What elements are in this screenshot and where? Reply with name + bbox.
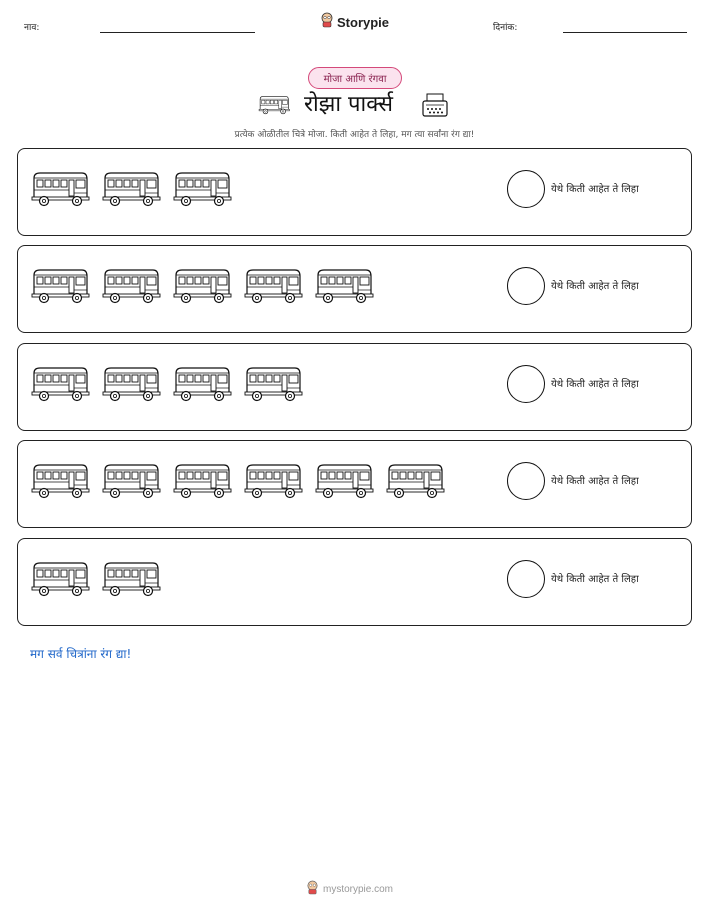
answer-circle[interactable] xyxy=(507,170,545,208)
bus-icon xyxy=(101,559,161,599)
page-title: रोझा पार्क्स xyxy=(304,92,393,117)
coloring-note: मग सर्व चित्रांना रंग द्या! xyxy=(30,647,132,661)
bus-icon xyxy=(172,461,232,501)
storypie-brand xyxy=(320,12,389,32)
answer-prompt: येथे किती आहेत ते लिहा xyxy=(551,476,639,487)
bus-icon xyxy=(172,266,232,306)
bus-icon xyxy=(101,266,161,306)
bus-icon xyxy=(243,364,303,404)
activity-badge: मोजा आणि रंगवा xyxy=(308,67,402,89)
brand-name: Storypie xyxy=(337,14,390,30)
title-row xyxy=(0,90,709,122)
counting-row xyxy=(17,343,692,431)
bus-icon xyxy=(258,94,290,120)
worksheet-header xyxy=(0,0,709,40)
bus-icon xyxy=(30,364,90,404)
bus-icon xyxy=(385,461,445,501)
answer-prompt: येथे किती आहेत ते लिहा xyxy=(551,379,639,390)
answer-circle[interactable] xyxy=(507,560,545,598)
site-url[interactable]: mystorypie.com xyxy=(323,884,394,895)
name-label: नाव: xyxy=(24,23,40,33)
bus-icon xyxy=(314,461,374,501)
bus-icon xyxy=(314,266,374,306)
typewriter-icon xyxy=(421,92,449,124)
answer-prompt: येथे किती आहेत ते लिहा xyxy=(551,184,639,195)
storypie-mascot-icon xyxy=(306,880,319,899)
counting-row xyxy=(17,440,692,528)
name-line[interactable] xyxy=(100,32,255,33)
instructions-text: प्रत्येक ओळीतील चित्रे मोजा. किती आहेत ते लिहा, मग त्या सर्वांना रंग द्या! xyxy=(234,130,475,140)
answer-prompt: येथे किती आहेत ते लिहा xyxy=(551,574,639,585)
counting-row xyxy=(17,245,692,333)
answer-prompt: येथे किती आहेत ते लिहा xyxy=(551,281,639,292)
answer-circle[interactable] xyxy=(507,267,545,305)
bus-icon xyxy=(30,559,90,599)
answer-circle[interactable] xyxy=(507,462,545,500)
bus-icon xyxy=(30,169,90,209)
answer-circle[interactable] xyxy=(507,365,545,403)
bus-icon xyxy=(30,461,90,501)
counting-row xyxy=(17,538,692,626)
bus-icon xyxy=(243,461,303,501)
date-line[interactable] xyxy=(563,32,687,33)
site-footer xyxy=(306,880,393,899)
date-label: दिनांक: xyxy=(493,23,518,33)
bus-icon xyxy=(243,266,303,306)
storypie-mascot-icon xyxy=(320,12,334,32)
bus-icon xyxy=(101,364,161,404)
bus-icon xyxy=(30,266,90,306)
counting-row xyxy=(17,148,692,236)
bus-icon xyxy=(172,169,232,209)
bus-icon xyxy=(172,364,232,404)
bus-icon xyxy=(101,169,161,209)
bus-icon xyxy=(101,461,161,501)
